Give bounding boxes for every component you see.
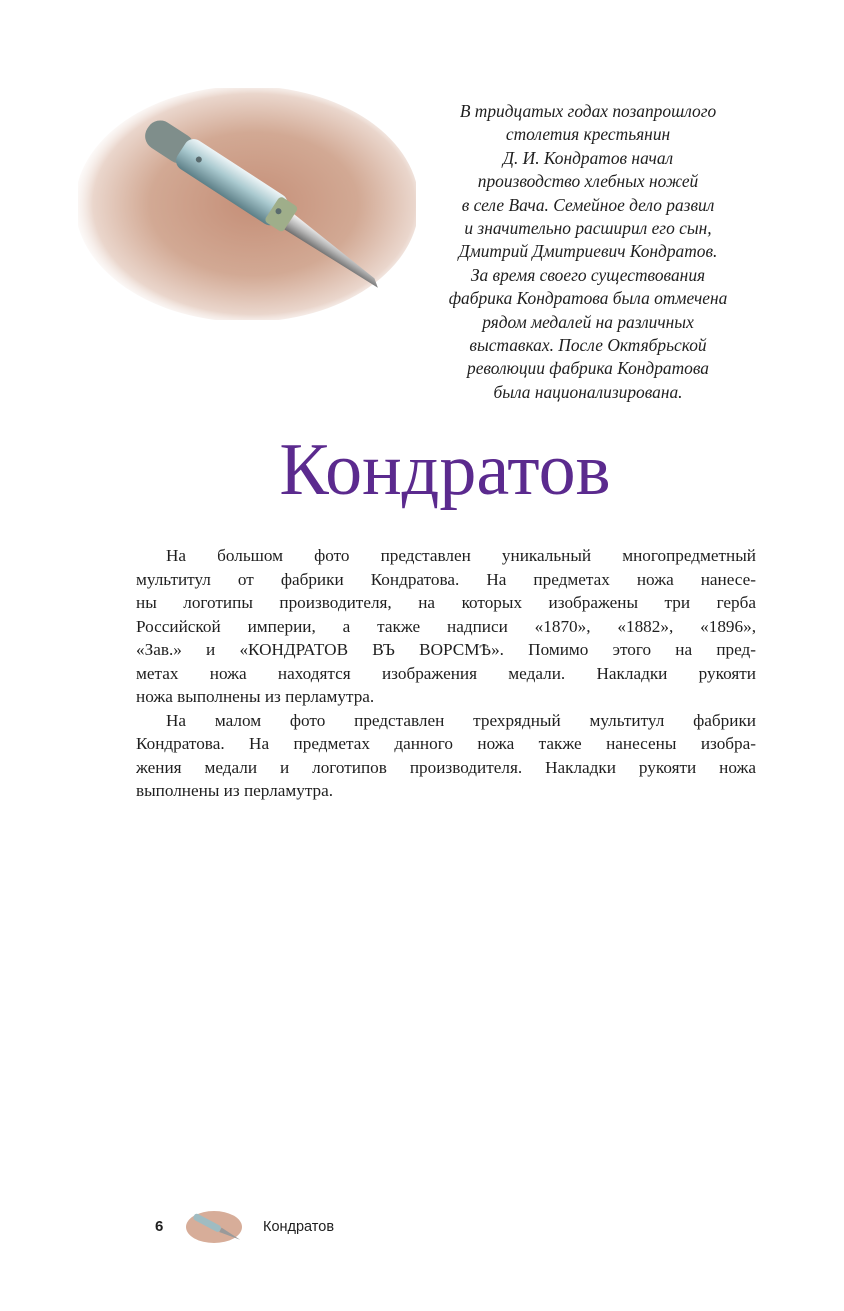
text-line: метах ножа находятся изображения медали. Накладки рукояти [136, 663, 756, 683]
knife-photo [78, 88, 416, 320]
text-line: «Зав.» и «КОНДРАТОВ ВЪ ВОРСМѢ». Помимо этого на пред- [136, 640, 756, 659]
caption-line: и значительно расширил его сын, [464, 218, 712, 239]
caption-line: революции фабрика Кондратова [467, 358, 709, 379]
text-line: Российской империи, а также надписи «1870», «1882», «1896», [136, 616, 756, 636]
caption-line: В тридцатых годах позапрошлого [459, 101, 717, 121]
text-line: На малом фото представлен трехрядный мультитул фабрики [166, 710, 756, 730]
text-line: выполнены из перламутра. [136, 781, 334, 800]
caption-line: выставках. После Октябрьской [469, 335, 707, 356]
caption-line: фабрика Кондратова была отмечена [448, 288, 728, 309]
text-line: Кондратова. На предметах данного ножа также нанесены изобра- [136, 734, 756, 753]
text-line: жения медали и логотипов производителя. Накладки рукояти ножа [136, 757, 756, 777]
caption-line: За время своего существования [470, 264, 706, 285]
paragraph-2 [136, 709, 756, 803]
text-line: мультитул от фабрики Кондратова. На предметах ножа нанесе- [136, 569, 756, 589]
text-line: ны логотипы производителя, на которых изображены три герба [136, 593, 756, 612]
caption-line: была национализирована. [493, 381, 683, 402]
page-number: 6 [155, 1218, 164, 1235]
caption-line: в селе Вача. Семейное дело развил [461, 194, 715, 215]
running-head: Кондратов [263, 1219, 335, 1235]
text-line: На большом фото представлен уникальный многопредметный [166, 546, 756, 565]
knife-thumbnail-icon [185, 1209, 243, 1245]
caption-line: Дмитрий Дмитриевич Кондратов. [458, 241, 718, 262]
page-footer [155, 1209, 455, 1249]
page-title: Кондратов [279, 429, 611, 511]
paragraph-1 [136, 544, 756, 709]
body-text [136, 544, 756, 803]
caption-line: столетия крестьянин [505, 124, 671, 145]
caption-line: производство хлебных ножей [477, 171, 699, 192]
photo-caption [404, 100, 772, 404]
text-line: ножа выполнены из перламутра. [136, 687, 375, 706]
caption-line: Д. И. Кондратов начал [502, 147, 674, 168]
caption-line: рядом медалей на различных [482, 311, 694, 332]
